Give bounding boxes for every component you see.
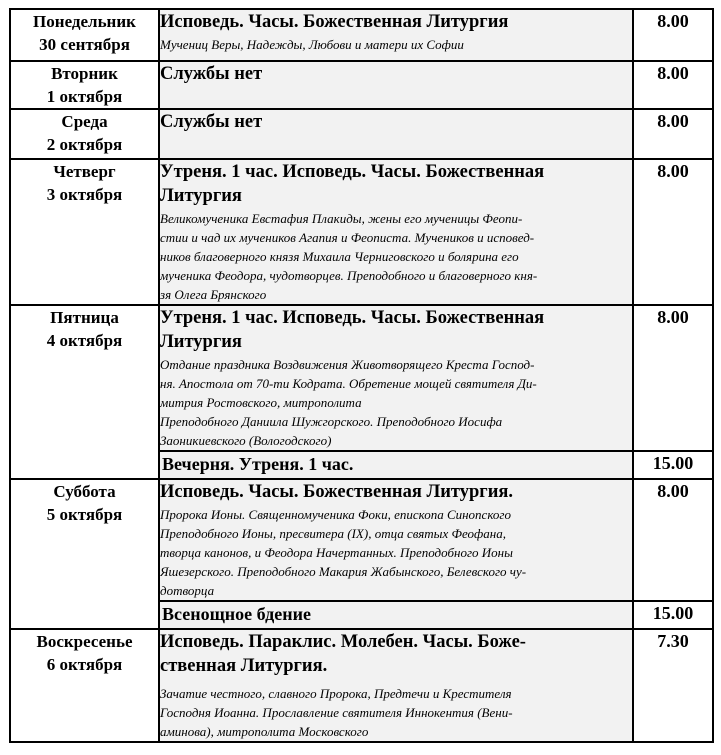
service-title: Исповедь. Часы. Божественная Литургия [160, 12, 509, 32]
saints-line: дотворца [160, 583, 215, 598]
day-cell [10, 109, 159, 159]
day-cell [10, 479, 159, 629]
saints-line: творца канонов, и Феодора Начертанных. Преподобного Ионы [160, 545, 513, 560]
start-time: 8.00 [633, 479, 713, 601]
day-cell [10, 9, 159, 61]
service-cell [159, 159, 633, 305]
start-time: 8.00 [633, 305, 713, 451]
day-cell [10, 159, 159, 305]
schedule-row [10, 159, 713, 305]
day-cell [10, 61, 159, 109]
start-time: 8.00 [633, 9, 713, 61]
saints-line: Зачатие честного, славного Пророка, Предтечи и Крестителя [160, 686, 512, 701]
weekday: Пятница [50, 308, 119, 327]
service-cell [159, 61, 633, 109]
service-cell [159, 601, 633, 629]
weekday: Среда [61, 112, 108, 131]
weekday: Суббота [53, 482, 116, 501]
saints-line: Преподобного Даниила Шужгорского. Преподобного Иосифа [160, 414, 503, 429]
service-cell [159, 629, 633, 742]
date: 1 октября [46, 87, 123, 106]
saints-line: Великомученика Евстафия Плакиды, жены его мученицы Феопи- [160, 211, 523, 226]
date: 30 сентября [39, 35, 130, 54]
schedule-row [10, 109, 713, 159]
service-title-line: Утреня. 1 час. Исповедь. Часы. Божественная [160, 162, 545, 182]
saints-line: стии и чад их мучеников Агапия и Феописта. Мучеников и исповед- [160, 230, 535, 245]
day-cell [10, 629, 159, 742]
saints-line: Господня Иоанна. Прославление святителя Иннокентия (Вени- [160, 705, 513, 720]
service-title: Службы нет [160, 64, 263, 84]
saints-line: мученика Феодора, чудотворцев. Преподобного и благоверного кня- [160, 268, 538, 283]
saints-commemoration: Мучениц Веры, Надежды, Любови и матери их Софии [160, 37, 464, 52]
start-time: 8.00 [633, 159, 713, 305]
service-title-line: ственная Литургия. [160, 656, 328, 676]
service-cell [159, 479, 633, 601]
schedule-row [10, 305, 713, 451]
service-schedule-table [9, 8, 714, 743]
schedule-row [10, 479, 713, 601]
saints-line: аминова), митрополита Московского [160, 724, 369, 739]
saints-line: Преподобного Ионы, пресвитера (IX), отца святых Феофана, [160, 526, 506, 541]
saints-line: зя Олега Брянского [160, 287, 267, 302]
weekday: Воскресенье [36, 632, 133, 651]
service-title-line: Литургия [160, 186, 242, 206]
weekday: Четверг [53, 162, 116, 181]
service-cell [159, 305, 633, 451]
service-title-line: Исповедь. Параклис. Молебен. Часы. Боже- [160, 632, 526, 652]
weekday: Понедельник [33, 12, 136, 31]
service-title: Исповедь. Часы. Божественная Литургия. [160, 482, 513, 502]
service-cell [159, 9, 633, 61]
weekday: Вторник [51, 64, 118, 83]
schedule-row [10, 629, 713, 742]
service-title-line: Литургия [160, 332, 242, 352]
vigil-service-title: Всенощное бдение [162, 604, 312, 624]
saints-line: ников благоверного князя Михаила Черниговского и болярина его [160, 249, 519, 264]
schedule-row [10, 61, 713, 109]
saints-line: Пророка Ионы. Священномученика Фоки, епископа Синопского [160, 507, 511, 522]
service-title-line: Утреня. 1 час. Исповедь. Часы. Божественная [160, 308, 545, 328]
start-time: 7.30 [633, 629, 713, 742]
evening-service-title: Вечерня. Утреня. 1 час. [162, 454, 354, 474]
saints-line: Яшезерского. Преподобного Макария Жабынского, Белевского чу- [160, 564, 527, 579]
date: 2 октября [46, 135, 123, 154]
date: 4 октября [46, 331, 123, 350]
start-time: 8.00 [633, 61, 713, 109]
service-cell [159, 109, 633, 159]
start-time: 8.00 [633, 109, 713, 159]
schedule-row [10, 9, 713, 61]
date: 5 октября [46, 505, 123, 524]
service-title: Службы нет [160, 112, 263, 132]
service-cell [159, 451, 633, 479]
start-time: 15.00 [633, 451, 713, 479]
date: 3 октября [46, 185, 123, 204]
saints-line: Заоникиевского (Вологодского) [160, 433, 332, 448]
start-time: 15.00 [633, 601, 713, 629]
saints-line: митрия Ростовского, митрополита [160, 395, 362, 410]
saints-line: Отдание праздника Воздвижения Животворящего Креста Господ- [160, 357, 535, 372]
date: 6 октября [46, 655, 123, 674]
saints-line: ня. Апостола от 70-ти Кодрата. Обретение мощей святителя Ди- [160, 376, 537, 391]
day-cell [10, 305, 159, 479]
